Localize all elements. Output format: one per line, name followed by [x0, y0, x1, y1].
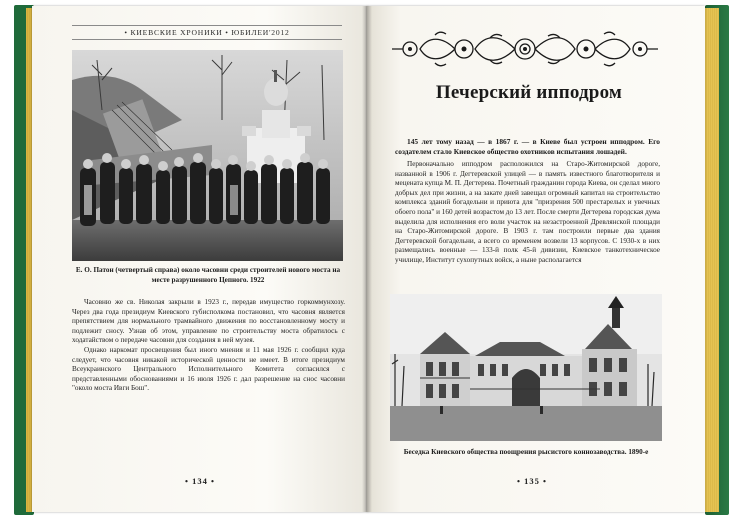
left-body-text — [72, 298, 345, 394]
left-paragraph-2: Однако наркомат просвещения был иного мнения и 11 мая 1926 г. сообщил куда следует, что часовня никакой исторической ценности не имеет. В итоге президиум Всеукраинского Центрального Исполнительного Комитета согласился с представленными обоснованиями и 16 июля 1926 г. дал разрешение на снос часовни "около моста Ивги Бош". — [72, 345, 345, 393]
right-paragraph-1: Первоначально ипподром расположился на Старо-Житомирской дороге, названной в 1906 г. Дегтеревской улицей — в память известного благотворителя и мецената купца М. П. Дегтерева. Почетный гражданин города Киева, он сделал много добрых дел при жизни, а на закате дней завещал огромный капитал на строительство комплекса зданий богадельни и приюта для "призрения 500 престарелых и увечных обоего пола" и 160 детей возрастом до 13 лет. После смерти Дегтерева городская дума выделила для исполнения его воли участок на незастроенной Древлянской площади на Старо-Житомирской дороге. В 1903 г. там построили первые два здания Дегтеревской богадельни, а всего со временем возвели 13 корпусов. С 1930-х в них размещались военные — 133-й полк 45-й дивизии, Киевское танкотехническое училище, Институт сухопутных войск, а ныне располагается — [395, 160, 660, 264]
page-number-right: • 135 • — [517, 476, 547, 486]
left-photo-caption: Е. О. Патон (четвертый справа) около часовни среди строителей нового моста на месте разрушенного Цепного. 1922 — [75, 266, 341, 284]
historic-photo-workers-chapel — [72, 50, 343, 261]
decorative-ornament-icon — [390, 30, 660, 68]
intro-paragraph: 145 лет тому назад — в 1867 г. — в Киеве был устроен ипподром. Его создателем стало Киевское общество охотников испытания лошадей. — [395, 137, 660, 156]
page-number-left: • 134 • — [185, 476, 215, 486]
right-body-text — [395, 160, 660, 266]
book-gutter — [362, 6, 372, 512]
historic-photo-hippodrome-pavilion — [390, 294, 662, 441]
left-paragraph-1: Часовню же св. Николая закрыли в 1923 г., передав имущество горкоммунхозу. Через два года президиум Киевского губисполкома постановил, что часовня является препятствием для нормального трамвайного движения по восстановленному мосту и подлежит сносу. Узнав об этом, управление по строительству моста обратилось с ходатайством о передаче часовни для создания в ней музея. — [72, 298, 345, 345]
running-head: • КИЕВСКИЕ ХРОНИКИ • ЮБИЛЕИ'2012 — [72, 23, 342, 42]
page-edges-right — [705, 8, 719, 512]
article-intro — [395, 137, 660, 156]
article-heading: Печерский ипподром — [435, 82, 623, 103]
right-photo-caption: Беседка Киевского общества поощрения рысистого коннозаводства. 1890-е — [403, 448, 649, 456]
